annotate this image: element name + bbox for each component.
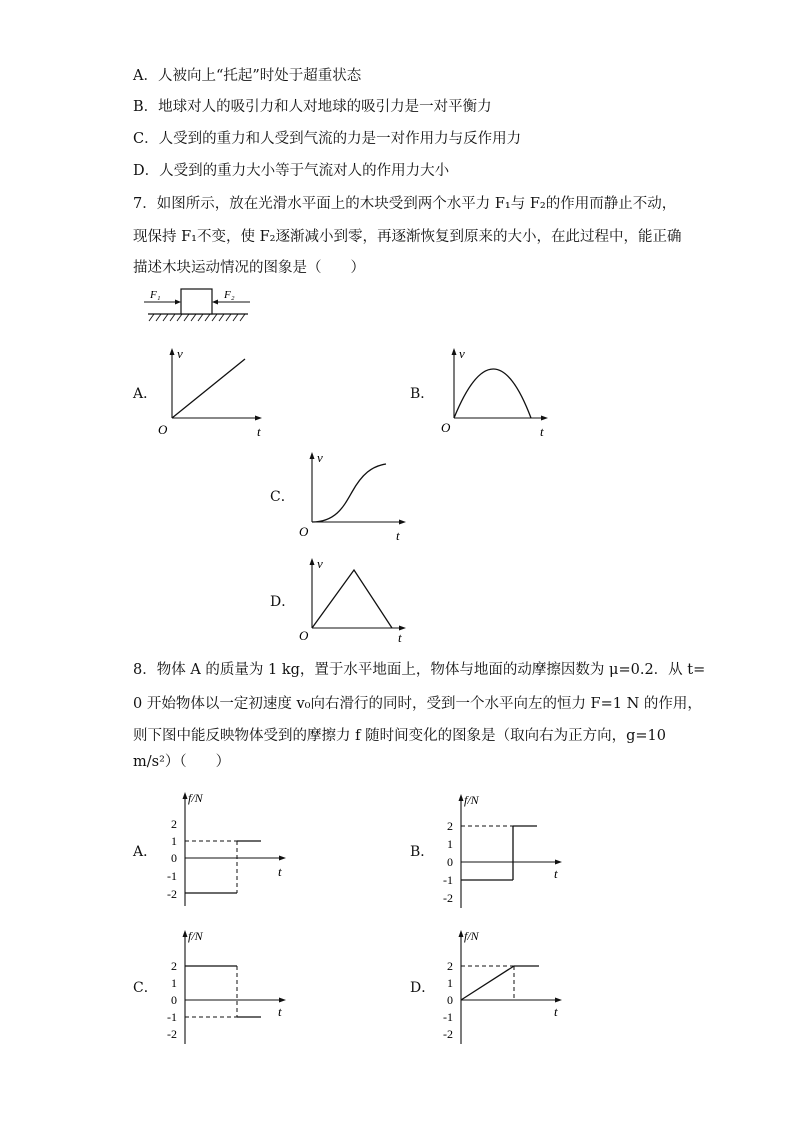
svg-text:f/N: f/N (464, 793, 479, 807)
q8-option-a-label: A． (133, 844, 158, 860)
svg-text:f/N: f/N (188, 791, 203, 805)
svg-text:O: O (441, 420, 451, 435)
q7-graph-c (296, 446, 412, 544)
svg-text:t: t (554, 866, 558, 881)
svg-text:2: 2 (447, 959, 453, 973)
svg-text:O: O (299, 524, 309, 539)
svg-text:v: v (317, 556, 323, 571)
svg-text:-2: -2 (167, 887, 177, 901)
q6-option-b: B．地球对人的吸引力和人对地球的吸引力是一对平衡力 (133, 99, 492, 115)
svg-text:-1: -1 (443, 873, 453, 887)
q8-option-c-label: C． (133, 980, 158, 996)
svg-text:f/N: f/N (188, 929, 203, 943)
velocity-curve (454, 369, 531, 418)
q7-option-b-label: B． (410, 386, 435, 402)
q7-stem-line-1: 7．如图所示，放在光滑水平面上的木块受到两个水平力 F₁与 F₂的作用而静止不动， (133, 196, 677, 212)
svg-text:t: t (396, 528, 400, 543)
svg-text:t: t (540, 424, 544, 439)
svg-text:1: 1 (171, 834, 177, 848)
svg-text:1: 1 (447, 837, 453, 851)
svg-text:v: v (177, 346, 183, 361)
q7-graph-b (438, 342, 554, 440)
svg-text:v: v (317, 450, 323, 465)
q7-stem-line-3: 描述木块运动情况的图象是（ ） (133, 260, 365, 276)
svg-text:t: t (278, 1004, 282, 1019)
velocity-curve (172, 359, 245, 418)
q6-option-c: C．人受到的重力和人受到气流的力是一对作用力与反作用力 (133, 131, 522, 147)
svg-text:t: t (278, 864, 282, 879)
svg-text:0: 0 (447, 993, 453, 1007)
q8-graph-c (150, 924, 300, 1052)
svg-text:t: t (398, 630, 402, 645)
svg-text:-1: -1 (443, 1010, 453, 1024)
q7-graph-d (296, 552, 412, 650)
svg-text:1: 1 (447, 976, 453, 990)
q8-stem-line-3: 则下图中能反映物体受到的摩擦力 f 随时间变化的图象是（取向右为正方向，g=10 (133, 728, 666, 744)
svg-text:v: v (459, 346, 465, 361)
svg-text:t: t (554, 1004, 558, 1019)
svg-text:0: 0 (171, 851, 177, 865)
q8-stem-line-2: 0 开始物体以一定初速度 v₀向右滑行的同时，受到一个水平向左的恒力 F=1 N 的作用， (133, 696, 702, 712)
q7-option-c-label: C． (270, 489, 295, 505)
svg-text:-1: -1 (167, 1010, 177, 1024)
q6-option-d: D．人受到的重力大小等于气流对人的作用力大小 (133, 163, 450, 179)
q7-option-a-label: A． (133, 386, 158, 402)
q8-option-b-label: B． (410, 844, 435, 860)
q7-graph-a (156, 342, 268, 440)
force-f1-label: F₁ (150, 289, 161, 301)
svg-text:0: 0 (171, 993, 177, 1007)
svg-text:-2: -2 (443, 891, 453, 905)
q6-option-a: A．人被向上“托起”时处于超重状态 (133, 68, 362, 84)
svg-text:2: 2 (171, 959, 177, 973)
q8-option-d-label: D． (410, 980, 436, 996)
q8-graph-b (426, 786, 576, 916)
svg-text:2: 2 (171, 817, 177, 831)
svg-text:t: t (257, 424, 261, 439)
svg-text:f/N: f/N (464, 929, 479, 943)
q7-option-d-label: D． (270, 594, 296, 610)
svg-text:2: 2 (447, 819, 453, 833)
q7-stem-line-2: 现保持 F₁不变，使 F₂逐渐减小到零，再逐渐恢复到原来的大小，在此过程中，能正确 (133, 229, 682, 245)
svg-text:1: 1 (171, 976, 177, 990)
velocity-curve (312, 464, 386, 522)
q7-block-diagram (140, 284, 260, 328)
svg-text:-1: -1 (167, 869, 177, 883)
force-f2-label: F₂ (224, 289, 235, 301)
q8-stem-line-4: m/s²）（ ） (133, 754, 231, 770)
wood-block (181, 289, 212, 314)
velocity-curve (312, 570, 392, 628)
q8-graph-d (426, 924, 576, 1052)
svg-text:-2: -2 (443, 1027, 453, 1041)
svg-text:O: O (299, 628, 309, 643)
svg-text:-2: -2 (167, 1027, 177, 1041)
q8-graph-a (150, 784, 300, 914)
svg-text:0: 0 (447, 855, 453, 869)
svg-text:O: O (158, 422, 168, 437)
q8-stem-line-1: 8．物体 A 的质量为 1 kg，置于水平地面上，物体与地面的动摩擦因数为 μ=0.2．从 t= (133, 662, 706, 678)
